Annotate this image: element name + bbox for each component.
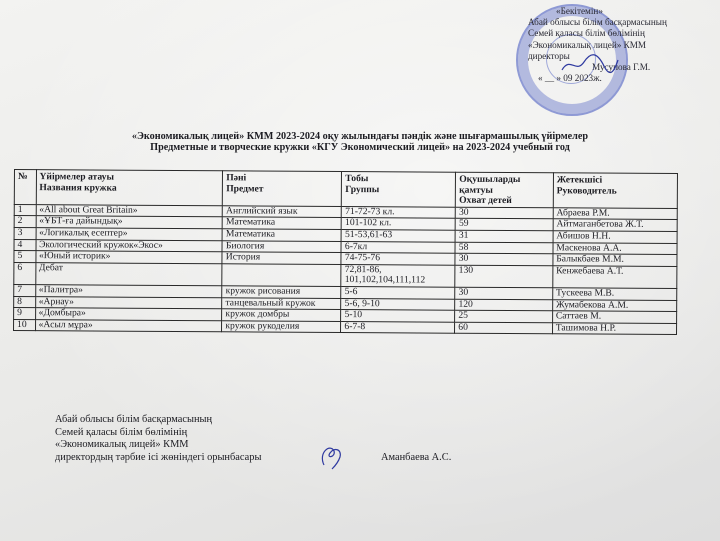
row-num: 3 (14, 227, 36, 239)
header-leader-ru: Руководитель (556, 184, 617, 197)
signer-name: Аманбаева А.С. (381, 452, 452, 463)
row-leader: Ташимова Н.Р. (552, 323, 676, 335)
row-leader: Жумабекова А.М. (552, 299, 676, 311)
row-num: 9 (14, 308, 36, 320)
approval-block (528, 6, 718, 84)
row-subject: Математика (222, 229, 341, 241)
row-club-name: «Арнау» (35, 296, 222, 309)
row-num: 2 (14, 216, 36, 228)
clubs-table (13, 169, 678, 335)
footer-line: «Экономикалық лицей» КММ (55, 439, 189, 451)
header-subject (223, 171, 342, 207)
row-club-name: Экологический кружок«Экос» (36, 239, 223, 252)
header-num: № (14, 170, 36, 205)
approval-line: Абай облысы білім басқармасының (528, 17, 667, 28)
row-club-name: «ҰБТ-ға дайындық» (36, 216, 223, 229)
header-groups (342, 172, 456, 207)
row-coverage: 130 (455, 265, 553, 288)
row-club-name: «Асыл мұра» (35, 319, 222, 332)
approval-line: Мусупова Г.М. (592, 62, 651, 73)
row-leader: Маскенова А.А. (553, 242, 677, 254)
deputy-signature (316, 441, 350, 471)
row-club-name: «Логикалық есептер» (36, 228, 223, 241)
row-coverage: 30 (455, 253, 553, 265)
row-subject: Математика (222, 217, 341, 229)
row-coverage: 59 (455, 219, 553, 231)
row-leader: Балыкбаев М.М. (553, 254, 677, 266)
row-coverage: 60 (455, 322, 553, 334)
row-groups: 101-102 кл. (342, 218, 456, 230)
row-subject: кружок рукоделия (222, 320, 341, 332)
row-leader: Айтмаганбетова Ж.Т. (553, 219, 677, 231)
header-coverage-ru: Охват детей (459, 194, 512, 207)
director-signature (560, 52, 620, 76)
row-groups: 6-7кл (341, 241, 455, 253)
footer-line: директордың тәрбие ісі жөніндегі орынбасары (55, 451, 262, 463)
approval-line: «Экономикалық лицей» КММ (528, 39, 647, 50)
footer-line: Абай облысы білім басқармасының (55, 414, 213, 425)
row-club-name: Дебат (35, 262, 222, 285)
row-subject: Английский язык (223, 206, 342, 218)
row-leader: Абишов Н.Н. (553, 231, 677, 243)
row-club-name: «Палитра» (35, 285, 222, 298)
approval-line: Семей қаласы білім бөлімінің (528, 28, 645, 39)
row-leader: Кенжебаева А.Т. (553, 266, 677, 289)
header-coverage-kz1: Оқушыларды (459, 173, 521, 186)
row-subject: танцевальный кружок (222, 297, 341, 309)
header-subject-ru: Предмет (226, 182, 264, 195)
page-title-ru: Предметные и творческие кружки «КГУ Экономический лицей» на 2023-2024 учебный год (150, 142, 570, 153)
table-row (14, 319, 677, 335)
row-num: 8 (14, 296, 36, 308)
header-coverage (456, 172, 554, 207)
row-subject: кружок домбры (222, 309, 341, 321)
row-groups: 72,81-86, 101,102,104,111,112 (341, 264, 455, 287)
header-groups-ru: Группы (345, 183, 380, 195)
table-header-row (14, 170, 677, 209)
row-num: 5 (14, 251, 36, 263)
footer-block (55, 414, 261, 464)
page-title-kz: «Экономикалық лицей» КММ 2023-2024 оқу жылындағы пәндік және шығармашылық үйірмелер (131, 131, 589, 142)
header-club-name-kz: Үйірмелер атауы (39, 171, 115, 183)
row-groups: 5-10 (341, 310, 455, 322)
row-groups: 6-7-8 (341, 321, 455, 333)
row-subject (222, 264, 341, 287)
footer-line: Семей қаласы білім бөлімінің (55, 426, 188, 438)
row-leader: Абраева Р.М. (553, 208, 677, 220)
row-coverage: 120 (455, 299, 553, 311)
row-groups: 5-6 (341, 286, 455, 298)
row-coverage: 31 (455, 230, 553, 242)
row-num: 4 (14, 239, 36, 251)
row-club-name: «All about Great Britain» (36, 204, 223, 217)
row-leader: Саттаев М. (552, 311, 676, 323)
header-groups-kz: Тобы (345, 173, 369, 185)
row-subject: Биология (222, 240, 341, 252)
row-subject: кружок рисования (222, 286, 341, 298)
row-club-name: «Юный историк» (35, 251, 222, 264)
row-coverage: 30 (455, 287, 553, 299)
row-num: 6 (14, 262, 36, 284)
row-coverage: 25 (455, 310, 553, 322)
header-leader (553, 173, 677, 209)
row-subject: История (222, 252, 341, 264)
row-coverage: 30 (455, 207, 553, 219)
approval-line: «Бекітемін» (556, 6, 603, 16)
row-groups: 71-72-73 кл. (342, 206, 456, 218)
row-num: 7 (14, 284, 36, 296)
row-leader: Тускеева М.В. (552, 288, 676, 300)
approval-line: « __ » 09 2023ж. (538, 73, 602, 84)
row-groups: 74-75-76 (341, 253, 455, 265)
approval-line: директоры (528, 50, 570, 61)
row-num: 10 (14, 319, 36, 331)
header-club-name-ru: Названия кружка (39, 181, 117, 194)
row-coverage: 58 (455, 242, 553, 254)
row-club-name: «Домбыра» (35, 308, 222, 321)
row-groups: 51-53,61-63 (341, 229, 455, 241)
row-num: 1 (14, 204, 36, 216)
header-leader-kz: Жетекшісі (556, 174, 603, 186)
header-subject-kz: Пәні (226, 172, 247, 184)
row-groups: 5-6, 9-10 (341, 298, 455, 310)
header-club-name (36, 170, 223, 206)
header-coverage-kz2: қамтуы (459, 184, 493, 196)
